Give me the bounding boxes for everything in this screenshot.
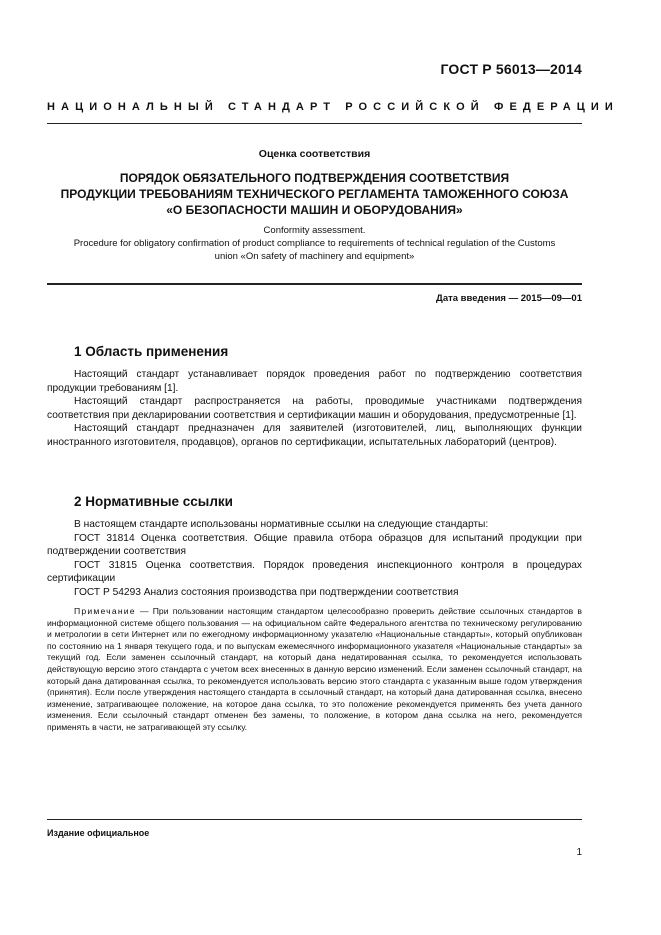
- english-title: [47, 224, 582, 263]
- general-subject: Оценка соответствия: [258, 148, 371, 160]
- note-text: — При пользовании настоящим стандартом целесообразно проверить действие ссылочных стандартов в информационной системе общего пользования — на официальном сайте Федерального агентства по техническому регулированию и метрологии в сети Интернет или по ежегодному информационному указателю «Национальные стандарты», который опубликован по состоянию на 1 января текущего года, и по выпускам ежемесячного информационного указателя «Национальные стандарты» за текущий год. Если заменен ссылочный стандарт, на который дана недатированная ссылка, то рекомендуется использовать действующую версию этого стандарта с учетом всех внесенных в данную версию изменений. Если заменен ссылочный стандарт, на который дана датированная ссылка, то рекомендуется использовать версию этого стандарта с указанным выше годом утверждения (принятия). Если после утверждения настоящего стандарта в ссылочный стандарт, на который дана датированная ссылка, внесено изменение, затрагивающее положение, на которое дана ссылка, то это положение рекомендуется применять без учета данного изменения. Если ссылочный стандарт отменен без замены, то положение, в котором дана ссылка на него, рекомендуется применять в части, не затрагивающей эту ссылку.: [47, 606, 582, 732]
- reference-entry: ГОСТ 31815 Оценка соответствия. Порядок проведения инспекционного контроля в процедурах сертификации: [47, 559, 582, 584]
- section-1-body: [47, 368, 582, 449]
- reference-entry: ГОСТ Р 54293 Анализ состояния производства при подтверждении соответствия: [74, 586, 459, 598]
- title-line: ПРОДУКЦИИ ТРЕБОВАНИЯМ ТЕХНИЧЕСКОГО РЕГЛАМЕНТА ТАМОЖЕННОГО СОЮЗА: [60, 187, 569, 201]
- note-label: Примечание: [74, 606, 136, 616]
- section-2-body: [47, 518, 582, 599]
- document-code: ГОСТ Р 56013—2014: [440, 61, 582, 77]
- national-standard-banner: НАЦИОНАЛЬНЫЙ СТАНДАРТ РОССИЙСКОЙ ФЕДЕРАЦИИ: [47, 101, 619, 113]
- page-number: 1: [576, 847, 582, 858]
- footer-divider: [47, 819, 582, 820]
- section-2-heading: 2 Нормативные ссылки: [74, 494, 233, 509]
- paragraph: Настоящий стандарт распространяется на работы, проводимые участниками подтверждения соответствия при декларировании соответствия и сертификации машин и оборудования, предусмотренные [1].: [47, 396, 582, 421]
- document-title: [47, 170, 582, 218]
- english-title-line: union «On safety of machinery and equipment»: [214, 251, 415, 262]
- note: [47, 606, 582, 734]
- title-line: ПОРЯДОК ОБЯЗАТЕЛЬНОГО ПОДТВЕРЖДЕНИЯ СООТВЕТСТВИЯ: [119, 171, 510, 185]
- paragraph: Настоящий стандарт предназначен для заявителей (изготовителей, лиц, выполняющих функции иностранного изготовителя, продавцов), органов по сертификации, испытательных лабораторий (центров).: [47, 423, 582, 448]
- paragraph: Настоящий стандарт устанавливает порядок проведения работ по подтверждению соответствия продукции требованиям [1].: [47, 369, 582, 394]
- title-line: «О БЕЗОПАСНОСТИ МАШИН И ОБОРУДОВАНИЯ»: [166, 203, 463, 217]
- top-divider: [47, 123, 582, 124]
- english-title-line: Conformity assessment.: [263, 225, 366, 236]
- official-edition-label: Издание официальное: [47, 828, 150, 838]
- introduction-date: Дата введения — 2015—09—01: [436, 293, 582, 304]
- english-title-line: Procedure for obligatory confirmation of product compliance to requirements of technical regulation of the Customs: [73, 238, 556, 249]
- title-divider: [47, 283, 582, 285]
- reference-entry: ГОСТ 31814 Оценка соответствия. Общие правила отбора образцов для испытаний продукции при подтверждении соответствия: [47, 532, 582, 557]
- section-1-heading: 1 Область применения: [74, 344, 229, 359]
- paragraph: В настоящем стандарте использованы нормативные ссылки на следующие стандарты:: [74, 519, 489, 530]
